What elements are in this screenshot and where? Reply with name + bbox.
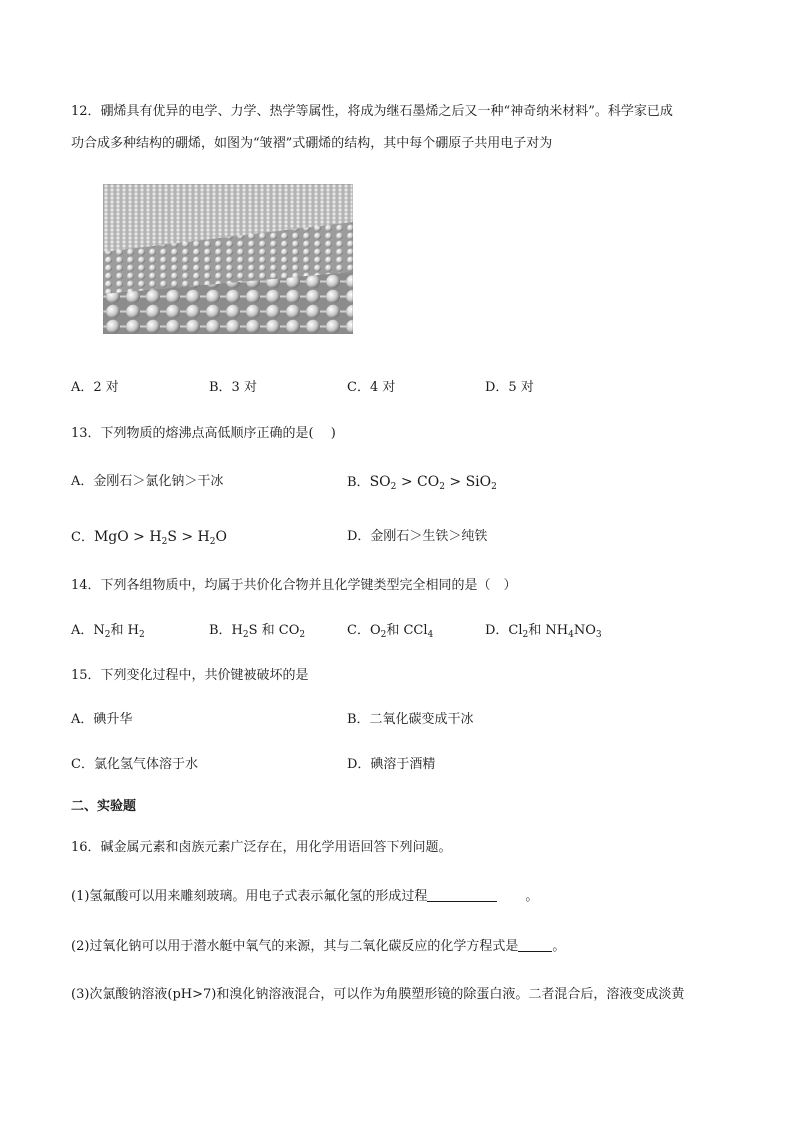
q16-part2-answer-blank[interactable] <box>518 937 552 952</box>
q16-part1-answer-blank[interactable] <box>427 887 497 902</box>
q14-option-d: D．$Cl_2$和 $NH_4NO_3$ <box>485 623 602 640</box>
q13-option-c: C．MgO > $H_2S > H_2O$ <box>71 529 227 547</box>
q12-stem-line1: 12．硼烯具有优异的电学、力学、热学等属性，将成为继石墨烯之后又一种“神奇纳米材料”。科学家已成 <box>71 104 673 119</box>
q12-option-d: D．5 对 <box>485 380 534 395</box>
q12-option-b: B．3 对 <box>209 380 257 395</box>
q14-option-b: B．$H_2S$ 和 $CO_2$ <box>209 623 306 640</box>
q13-stem: 13．下列物质的熔沸点高低顺序正确的是( ) <box>71 426 336 441</box>
q15-option-d: D．碘溶于酒精 <box>347 757 436 772</box>
q13-option-a: A．金刚石＞氯化钠＞干冰 <box>71 474 224 489</box>
q14-stem: 14．下列各组物质中，均属于共价化合物并且化学键类型完全相同的是（ ） <box>71 578 517 593</box>
q14-option-c: C．$O_2$和 CCl$_4$ <box>347 623 434 640</box>
q13-option-b: B．$SO_2 > CO_2 > SiO_2$ <box>347 474 497 492</box>
q16-part2: (2)过氧化钠可以用于潜水艇中氧气的来源，其与二氧化碳反应的化学方程式是 。 <box>71 939 566 954</box>
q16-part1: (1)氢氟酸可以用来雕刻玻璃。用电子式表示氟化氢的形成过程 。 <box>71 889 539 904</box>
q15-option-c: C．氯化氢气体溶于水 <box>71 757 198 772</box>
q16-stem: 16．碱金属元素和卤族元素广泛存在，用化学用语回答下列问题。 <box>71 840 452 855</box>
q15-stem: 15．下列变化过程中，共价键被破坏的是 <box>71 668 309 683</box>
q16-part3: (3)次氯酸钠溶液(pH>7)和溴化钠溶液混合，可以作为角膜塑形镜的除蛋白液。二者混合后，溶液变成淡黄 <box>71 987 685 1002</box>
section-title-experiment: 二、实验题 <box>71 799 137 814</box>
q12-option-a: A．2 对 <box>71 380 119 395</box>
q15-option-b: B．二氧化碳变成干冰 <box>347 712 474 727</box>
q12-stem-line2: 功合成多种结构的硼烯，如图为“皱褶”式硼烯的结构，其中每个硼原子共用电子对为 <box>71 136 553 151</box>
borophene-structure-image <box>103 184 353 334</box>
q12-option-c: C．4 对 <box>347 380 396 395</box>
q15-option-a: A．碘升华 <box>71 712 133 727</box>
q14-option-a: A．$N_2$和 $H_2$ <box>71 623 145 640</box>
q13-option-d: D．金刚石＞生铁＞纯铁 <box>347 529 488 544</box>
